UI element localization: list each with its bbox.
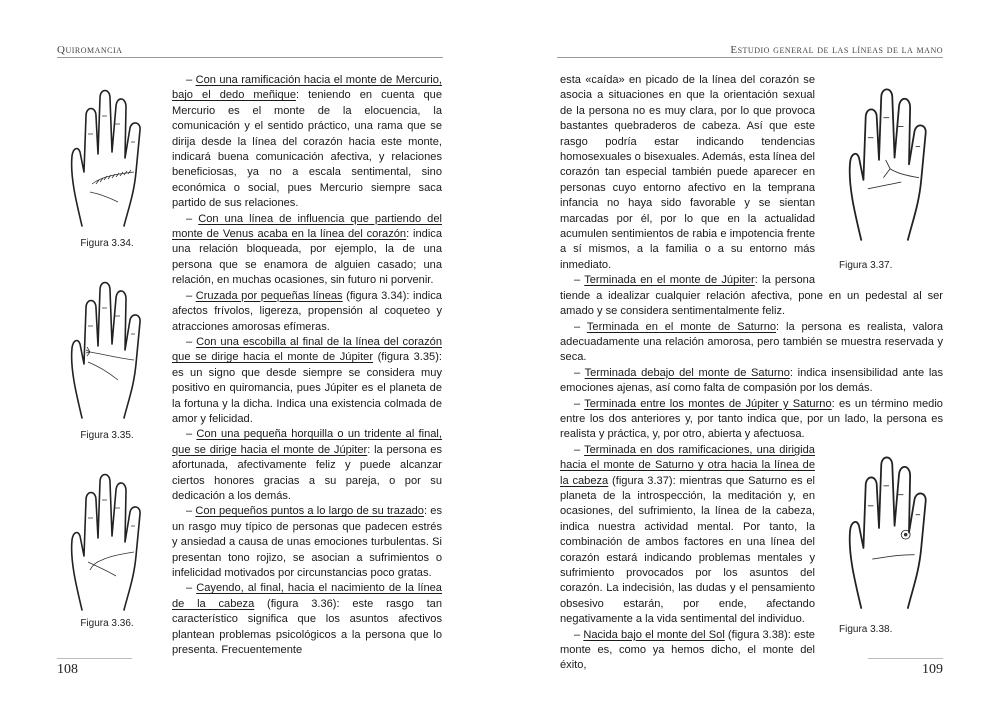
figure-caption: Figura 3.36. bbox=[80, 618, 134, 629]
right-text-column bbox=[560, 73, 943, 674]
hand-illustration-icon bbox=[62, 76, 152, 234]
header-rule-right bbox=[557, 57, 943, 58]
figure-caption: Figura 3.38. bbox=[839, 624, 893, 636]
header-rule-left bbox=[57, 57, 443, 58]
running-header-left: Quiromancia bbox=[57, 44, 123, 56]
paragraph: – Terminada debajo del monte de Saturno: indica insensibilidad ante las emociones ajenas, así como falta de compasión por los demás. bbox=[560, 366, 944, 395]
figure-caption: Figura 3.35. bbox=[80, 430, 134, 441]
figure-3-35 bbox=[62, 268, 152, 441]
paragraph: esta «caída» en picado de la línea del corazón se asocia a situaciones en que la orientación sexual de la persona no es muy clara, por lo que provoca bastantes quebraderos de cabeza. Así que este rasgo podría estar indicando tendencias homosexuales o bisexuales. Además, esta línea del corazón tan especial también puede aparecer en personas cuyo entorno afectivo en la temprana infancia no haya sido favorable y se sientan marcadas por él, por lo que en la actualidad acumulen sentimientos de rabia e impotencia frente a sí mismos, a la familia o a su entorno más inmediato. bbox=[560, 74, 815, 271]
hand-illustration-icon bbox=[839, 443, 939, 613]
paragraph: – Con una línea de influencia que partiendo del monte de Venus acaba en la línea del corazón: indica una relación bloqueada, por ejemplo, la de una persona que se enamora de alguien casado; una relación, en muchas ocasiones, sin futuro ni porvenir. bbox=[172, 212, 442, 287]
paragraph: – Terminada en dos ramificaciones, una dirigida hacia el monte de Saturno y otra hacia la línea de la cabeza (figura 3.37): mientras que Saturno es el planeta de la introspección, la meditación y, en ocasiones, del sufrimiento, la línea de la cabeza, indica nuestra actividad mental. Por tanto, la combinación de ambos factores en una línea del corazón estará indicando problemas mentales y sufrimiento provocados por los asuntos del corazón. La indecisión, las dudas y el pensamiento obsesivo estarán, por ende, afectando negativamente a la vida sentimental del individuo. bbox=[560, 443, 815, 626]
page-number-right: 109 bbox=[922, 662, 943, 677]
footer-rule-right bbox=[868, 658, 943, 659]
figure-3-34 bbox=[62, 76, 152, 249]
paragraph: – Con una pequeña horquilla o un tridente al final, que se dirige hacia el monte de Júpiter: la persona es afortunada, afectivamente feliz y puede alcanzar ciertos honores gracias a su pareja, o por su dedicación a los demás. bbox=[172, 428, 443, 502]
paragraph: – Cayendo, al final, hacia el nacimiento de la línea de la cabeza (figura 3.36): este rasgo tan característico significa que los asuntos afectivos plantean problemas psicológicos a la persona que lo presenta. Frecuentemente bbox=[172, 582, 442, 657]
left-text-column bbox=[172, 73, 442, 658]
paragraph: – Terminada en el monte de Saturno: la persona es realista, valora adecuadamente una relación amorosa, pero también se muestra reservada y seca. bbox=[560, 320, 943, 364]
paragraph: – Terminada en el monte de Júpiter: la persona tiende a idealizar cualquier relación afectiva, pone en un pedestal al ser amado y se considera sentimentalmente feliz. bbox=[560, 274, 943, 318]
hand-illustration-icon bbox=[62, 268, 152, 426]
figure-3-38 bbox=[825, 443, 943, 651]
page-number-left: 108 bbox=[57, 662, 78, 677]
hand-illustration-icon bbox=[62, 462, 152, 614]
paragraph: – Cruzada por pequeñas líneas (figura 3.34): indica afectos frívolos, ligereza, propensión al coqueteo y atracciones amorosas efímeras. bbox=[172, 289, 442, 333]
paragraph: – Terminada entre los montes de Júpiter y Saturno: es un término medio entre los dos anteriores y, por tanto indica que, por un lado, la persona es realista y práctica, y, por otro, abierta y afectuosa. bbox=[560, 397, 943, 441]
figure-3-37 bbox=[825, 73, 943, 283]
paragraph: – Con una escobilla al final de la línea del corazón que se dirige hacia el monte de Júpiter (figura 3.35): es un signo que desde siempre se considera muy positivo en quiromancia, pues Júpiter es el planeta de la fortuna y la dicha. Indica una existencia colmada de amor y felicidad. bbox=[172, 335, 442, 425]
running-header-right: Estudio general de las líneas de la mano bbox=[730, 44, 943, 56]
figure-caption: Figura 3.37. bbox=[839, 260, 893, 272]
figure-3-36 bbox=[62, 462, 152, 629]
paragraph: – Nacida bajo el monte del Sol (figura 3.38): este monte es, como ya hemos dicho, el monte del éxito, bbox=[560, 628, 815, 672]
footer-rule-left bbox=[57, 658, 132, 659]
paragraph: – Con una ramificación hacia el monte de Mercurio, bajo el dedo meñique: teniendo en cuenta que Mercurio es el monte de la elocuencia, la comunicación y el sentido práctico, una rama que se dirija desde la línea del corazón hacia este monte, indicará buena comunicación afectiva, y relaciones beneficiosas, ya no a escala sentimental, sino económica o social, pues Mercurio siempre saca partido de sus relaciones. bbox=[172, 74, 443, 210]
right-page bbox=[500, 0, 1000, 706]
figure-caption: Figura 3.34. bbox=[80, 238, 134, 249]
hand-illustration-icon bbox=[839, 73, 939, 249]
paragraph: – Con pequeños puntos a lo largo de su trazado: es un rasgo muy típico de personas que padecen estrés y ansiedad a causa de unas emociones turbulentas. Si presentan tono rojizo, se asocian a sufrimientos o infelicidad motivados por circunstancias poco gratas. bbox=[172, 505, 442, 579]
